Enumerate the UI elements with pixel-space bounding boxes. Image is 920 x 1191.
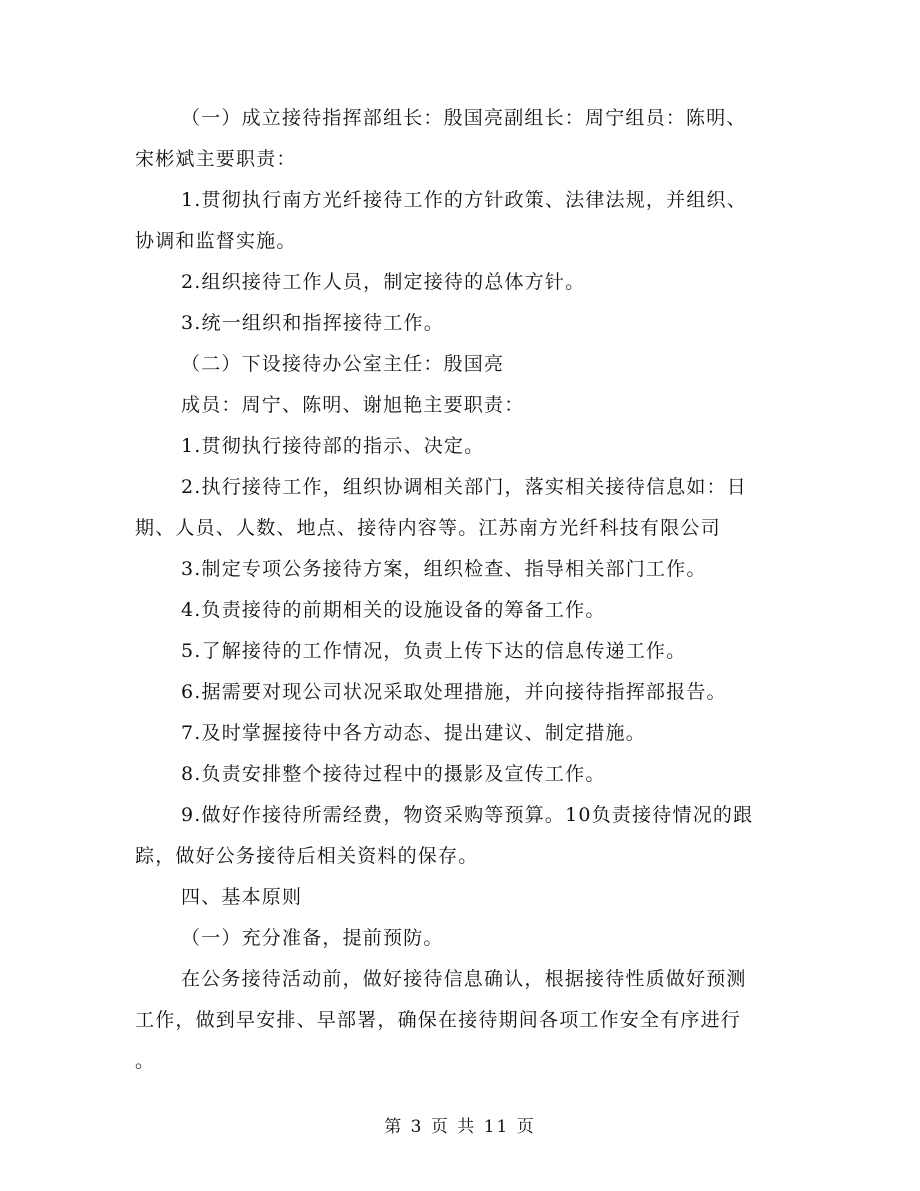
text-line: 踪，做好公务接待后相关资料的保存。 bbox=[135, 845, 479, 867]
text-line: 6.据需要对现公司状况采取处理措施，并向接待指挥部报告。 bbox=[181, 681, 727, 703]
paragraph bbox=[135, 595, 775, 636]
text-line: 4.负责接待的前期相关的设施设备的筹备工作。 bbox=[181, 599, 606, 621]
text-line: 2.执行接待工作，组织协调相关部门，落实相关接待信息如：日 bbox=[181, 476, 747, 498]
paragraph bbox=[135, 554, 775, 595]
text-line: （二）下设接待办公室主任：殷国亮 bbox=[181, 353, 505, 375]
paragraph bbox=[135, 390, 775, 431]
text-line: （一）成立接待指挥部组长：殷国亮副组长：周宁组员：陈明、 bbox=[181, 107, 747, 129]
text-line: 在公务接待活动前，做好接待信息确认，根据接待性质做好预测 bbox=[181, 968, 747, 990]
text-line: 协调和监督实施。 bbox=[135, 230, 297, 252]
paragraph bbox=[135, 472, 775, 554]
text-line: 3.统一组织和指挥接待工作。 bbox=[181, 312, 444, 334]
text-line: 5.了解接待的工作情况，负责上传下达的信息传递工作。 bbox=[181, 640, 687, 662]
text-line: 1.贯彻执行接待部的指示、决定。 bbox=[181, 435, 485, 457]
text-line: 7.及时掌握接待中各方动态、提出建议、制定措施。 bbox=[181, 722, 646, 744]
paragraph bbox=[135, 349, 775, 390]
text-line: 8.负责安排整个接待过程中的摄影及宣传工作。 bbox=[181, 763, 606, 785]
paragraph bbox=[135, 636, 775, 677]
text-line: 1.贯彻执行南方光纤接待工作的方针政策、法律法规，并组织、 bbox=[181, 189, 747, 211]
text-line: 四、基本原则 bbox=[181, 886, 303, 908]
text-line: 成员：周宁、陈明、谢旭艳主要职责： bbox=[181, 394, 525, 416]
text-line: 2.组织接待工作人员，制定接待的总体方针。 bbox=[181, 271, 586, 293]
paragraph bbox=[135, 964, 775, 1087]
text-line: 9.做好作接待所需经费，物资采购等预算。10负责接待情况的跟 bbox=[181, 804, 754, 826]
paragraph bbox=[135, 923, 775, 964]
text-line: 期、人员、人数、地点、接待内容等。江苏南方光纤科技有限公司 bbox=[135, 517, 721, 539]
text-line: 宋彬斌主要职责： bbox=[135, 148, 297, 170]
paragraph bbox=[135, 800, 775, 882]
paragraph bbox=[135, 677, 775, 718]
paragraph bbox=[135, 267, 775, 308]
paragraph bbox=[135, 103, 775, 185]
paragraph bbox=[135, 308, 775, 349]
section-heading bbox=[135, 882, 775, 923]
paragraph bbox=[135, 431, 775, 472]
page-number-footer: 第 3 页 共 11 页 bbox=[384, 1117, 536, 1137]
text-line: 。 bbox=[135, 1050, 156, 1072]
text-line: （一）充分准备，提前预防。 bbox=[181, 927, 444, 949]
paragraph bbox=[135, 759, 775, 800]
paragraph bbox=[135, 185, 775, 267]
text-line: 工作，做到早安排、早部署，确保在接待期间各项工作安全有序进行 bbox=[135, 1009, 742, 1031]
text-line: 3.制定专项公务接待方案，组织检查、指导相关部门工作。 bbox=[181, 558, 707, 580]
paragraph bbox=[135, 718, 775, 759]
